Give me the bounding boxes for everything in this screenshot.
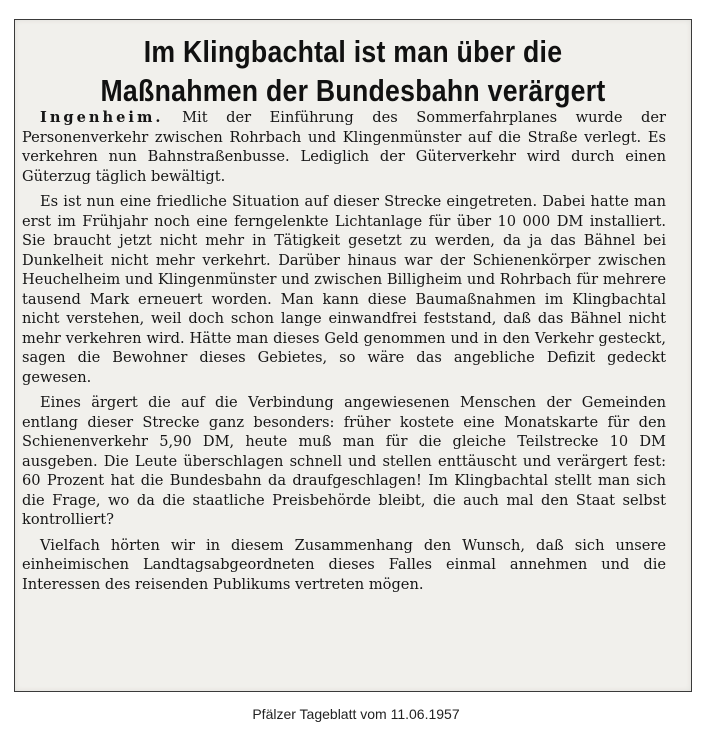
- headline-line-2: Maßnahmen der Bundesbahn verärgert: [100, 73, 606, 108]
- source-caption: Pfälzer Tageblatt vom 11.06.1957: [252, 706, 460, 722]
- article-body: [22, 108, 666, 600]
- headline: [62, 32, 643, 110]
- paragraph-1: [22, 108, 666, 186]
- headline-line-1: Im Klingbachtal ist man über die: [143, 34, 563, 69]
- paragraph-4: Vielfach hörten wir in diesem Zusammenhang den Wunsch, daß sich unsere einheimischen Landtagsabgeordneten dieses Falles einmal annehmen und die Interessen des reisenden Publikums vertreten mögen.: [22, 536, 666, 593]
- paragraph-3: Eines ärgert die auf die Verbindung angewiesenen Menschen der Gemeinden entlang dieser Strecke ganz besonders: früher kostete eine Monatskarte für den Schienenverkehr 5,90 DM, heute muß man für die gleiche Teilstrecke 10 DM ausgeben. Die Leute überschlagen schnell und stellen enttäuscht und verärgert fest: 60 Prozent hat die Bundesbahn da draufgeschlagen! Im Klingbachtal stellt man sich die Frage, wo da die staatliche Preisbehörde bleibt, die auch mal den Staat selbst kontrolliert?: [22, 394, 666, 528]
- paragraph-1-text: Mit der Einführung des Sommerfahrplanes wurde der Personenverkehr zwischen Rohrbach und Klingenmünster auf die Straße verlegt. Es verkehren nun Bahnstraßenbusse. Lediglich der Güterverkehr wird durch einen Güterzug täglich bewältigt.: [22, 109, 667, 185]
- paragraph-2: Es ist nun eine friedliche Situation auf dieser Strecke eingetreten. Dabei hatte man erst im Frühjahr noch eine ferngelenkte Lichtanlage für über 10 000 DM installiert. Sie braucht jetzt nicht mehr in Tätigkeit gesetzt zu werden, da ja das Bähnel bei Dunkelheit nicht mehr verkehrt. Darüber hinaus war der Schienenkörper zwischen Heuchelheim und Klingenmünster und zwischen Billigheim und Rohrbach für mehrere tausend Mark erneuert worden. Man kann diese Baumaßnahmen im Klingbachtal nicht verstehen, weil doch schon lange einwandfrei feststand, daß das Bähnel nicht mehr verkehren wird. Hätte man dieses Geld genommen und in den Verkehr gesteckt, sagen die Bewohner dieses Gebietes, so wäre das angebliche Defizit gedeckt gewesen.: [22, 193, 666, 386]
- dateline: Ingenheim.: [40, 109, 164, 126]
